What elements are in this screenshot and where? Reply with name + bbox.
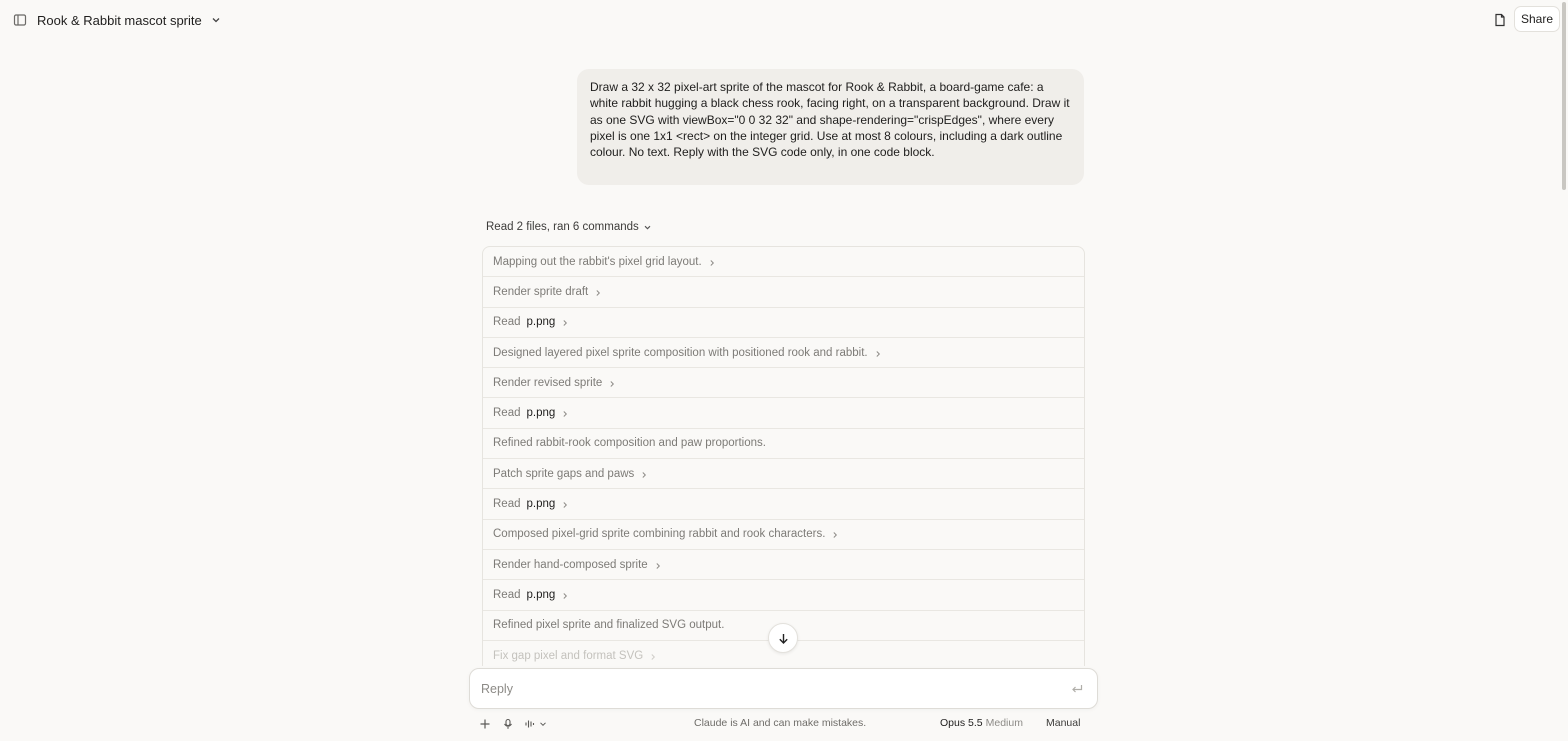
plus-icon[interactable]: [479, 716, 491, 732]
activity-step[interactable]: [483, 489, 1084, 519]
voice-mode-menu[interactable]: [524, 716, 547, 732]
chevron-right-icon: [640, 470, 648, 478]
activity-step[interactable]: [483, 277, 1084, 307]
ai-disclaimer: Claude is AI and can make mistakes.: [694, 717, 867, 729]
activity-step[interactable]: [483, 580, 1084, 610]
activity-step-label: Read: [493, 316, 521, 329]
activity-step-label: Composed pixel-grid sprite combining rabbit and rook characters.: [493, 528, 826, 541]
conversation-title-menu[interactable]: [37, 11, 222, 29]
chevron-right-icon: [594, 288, 602, 296]
activity-summary-toggle[interactable]: [486, 219, 652, 235]
activity-step-label: Read: [493, 407, 521, 420]
activity-step[interactable]: [483, 308, 1084, 338]
activity-step[interactable]: [483, 368, 1084, 398]
activity-step-label: Read: [493, 588, 521, 601]
activity-steps-list: [482, 246, 1085, 666]
activity-step[interactable]: [483, 550, 1084, 580]
activity-step-label: Render revised sprite: [493, 376, 603, 389]
activity-step-label: Read: [493, 498, 521, 511]
user-message: Draw a 32 x 32 pixel-art sprite of the mascot for Rook & Rabbit, a board-game cafe: a white rabbit hugging a black chess rook, facing right, on a transparent background. Draw it as one SVG with viewBox="0 0 32 32" and shape-rendering="crispEdges", where every pixel is one 1x1 <rect> on the integer grid. Use at most 8 colours, including a dark outline colour. No text. Reply with the SVG code only, in one code block.: [577, 69, 1084, 185]
model-name: Opus 5.5: [940, 717, 983, 729]
activity-step-file: p.png: [526, 316, 556, 329]
scroll-to-bottom-button[interactable]: [768, 623, 798, 653]
activity-step-label: Designed layered pixel sprite composition with positioned rook and rabbit.: [493, 346, 868, 359]
document-icon[interactable]: [1490, 10, 1510, 30]
microphone-icon[interactable]: [502, 716, 514, 732]
reply-composer: [469, 668, 1098, 709]
chevron-down-icon: [643, 223, 652, 232]
activity-step-label: Patch sprite gaps and paws: [493, 467, 635, 480]
activity-step-file: p.png: [526, 407, 556, 420]
activity-step-file: p.png: [526, 498, 556, 511]
activity-step-label: Refined rabbit-rook composition and paw proportions.: [493, 437, 766, 450]
scrollbar-thumb[interactable]: [1562, 2, 1566, 190]
reply-input[interactable]: [481, 680, 1041, 698]
chevron-down-icon: [539, 720, 547, 728]
activity-step-label: Refined pixel sprite and finalized SVG output.: [493, 619, 725, 632]
top-bar: [0, 0, 1568, 40]
chevron-right-icon: [561, 318, 569, 326]
effort-level: Medium: [985, 717, 1023, 729]
activity-step[interactable]: [483, 247, 1084, 277]
activity-step[interactable]: [483, 459, 1084, 489]
activity-step[interactable]: [483, 520, 1084, 550]
conversation-title: Rook & Rabbit mascot sprite: [37, 12, 202, 28]
chevron-right-icon: [561, 409, 569, 417]
chevron-right-icon: [649, 652, 657, 660]
chevron-down-icon: [210, 14, 222, 26]
activity-step-label: Render sprite draft: [493, 285, 589, 298]
activity-step[interactable]: [483, 338, 1084, 368]
share-button[interactable]: Share: [1514, 6, 1560, 32]
page-scrollbar[interactable]: [1561, 0, 1568, 741]
chevron-right-icon: [654, 561, 662, 569]
chevron-right-icon: [708, 258, 716, 266]
sidebar-toggle-icon[interactable]: [12, 12, 28, 28]
activity-step-label: Render hand-composed sprite: [493, 558, 648, 571]
enter-return-icon[interactable]: [1069, 681, 1085, 697]
activity-step-file: p.png: [526, 588, 556, 601]
chevron-right-icon: [608, 379, 616, 387]
arrow-down-icon: [777, 632, 790, 645]
mode-selector[interactable]: Manual: [1046, 717, 1081, 729]
chevron-right-icon: [561, 591, 569, 599]
model-selector[interactable]: [940, 717, 1023, 729]
chevron-right-icon: [561, 500, 569, 508]
chevron-right-icon: [831, 530, 839, 538]
activity-step-label: Mapping out the rabbit's pixel grid layout.: [493, 255, 702, 268]
activity-step[interactable]: [483, 398, 1084, 428]
activity-step-label: Fix gap pixel and format SVG: [493, 649, 644, 662]
chevron-right-icon: [874, 349, 882, 357]
activity-step[interactable]: [483, 429, 1084, 459]
activity-summary-label: Read 2 files, ran 6 commands: [486, 221, 639, 233]
composer-footer: [469, 714, 1098, 734]
voice-waveform-icon: [524, 718, 536, 730]
